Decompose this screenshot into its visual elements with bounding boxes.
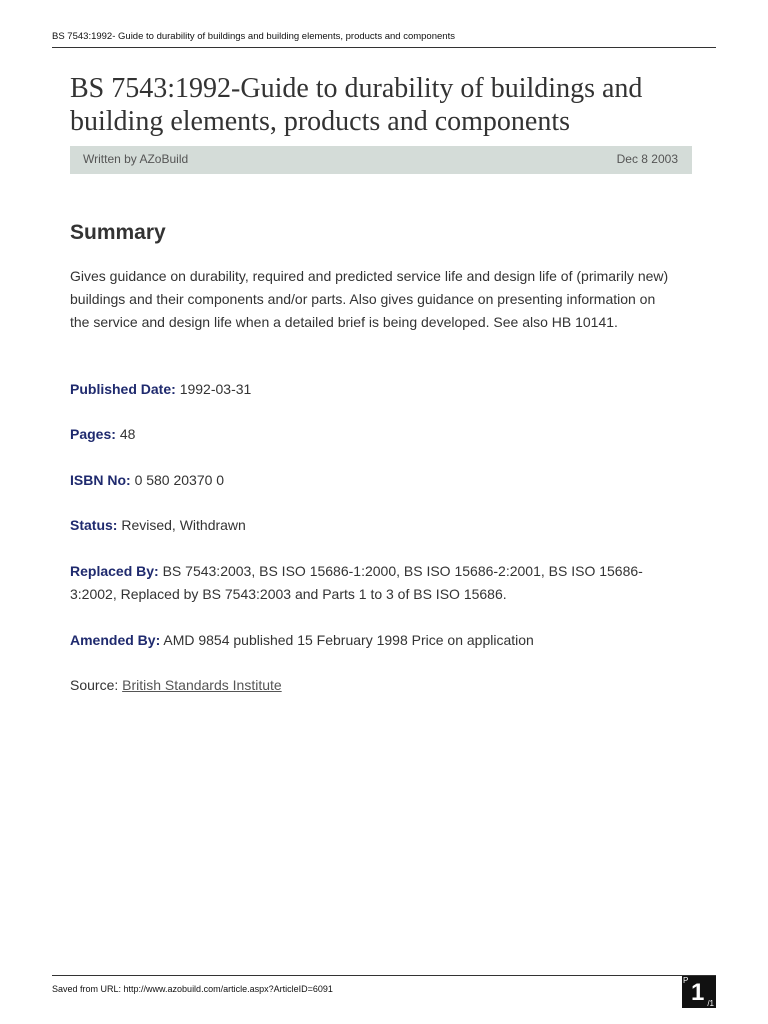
source-field — [70, 674, 670, 697]
saved-from-url: Saved from URL: http://www.azobuild.com/article.aspx?ArticleID=6091 — [52, 984, 333, 994]
header-divider — [52, 47, 716, 48]
field-value: BS 7543:2003, BS ISO 15686-1:2000, BS ISO 15686-2:2001, BS ISO 15686-3:2002, Replaced by BS 7543:2003 and Parts 1 to 3 of BS ISO 15686. — [70, 563, 643, 602]
field-label: Pages: — [70, 426, 116, 442]
field-value: AMD 9854 published 15 February 1998 Price on application — [163, 632, 534, 648]
footer-divider — [52, 975, 716, 976]
field-value: 1992-03-31 — [179, 381, 252, 397]
page-indicator — [682, 976, 716, 1008]
publish-date: Dec 8 2003 — [616, 152, 678, 166]
page-letter: P — [683, 976, 689, 985]
field-label: Published Date: — [70, 381, 176, 397]
source-link[interactable]: British Standards Institute — [122, 677, 282, 693]
article-title: BS 7543:1992-Guide to durability of buildings and building elements, products and components — [70, 73, 643, 137]
field-label: Replaced By: — [70, 563, 159, 579]
amended-by-field — [70, 629, 670, 652]
page-number: 1 — [691, 979, 705, 1006]
field-value: Revised, Withdrawn — [121, 517, 246, 533]
summary-heading: Summary — [70, 221, 166, 244]
field-value: 0 580 20370 0 — [134, 472, 225, 488]
source-label: Source: — [70, 677, 119, 693]
field-label: ISBN No: — [70, 472, 131, 488]
isbn-field — [70, 469, 670, 492]
pages-field — [70, 423, 670, 446]
page-total: /1 — [707, 999, 714, 1008]
field-label: Amended By: — [70, 632, 161, 648]
running-header: BS 7543:1992- Guide to durability of buildings and building elements, products and components — [52, 31, 455, 42]
author-byline: Written by AZoBuild — [83, 152, 189, 166]
field-value: 48 — [119, 426, 136, 442]
status-field — [70, 514, 670, 537]
byline-bar — [70, 146, 692, 174]
replaced-by-field — [70, 560, 670, 606]
summary-text: Gives guidance on durability, required and predicted service life and design life of (primarily new) buildings and their components and/or parts. Also gives guidance on presenting information on the service and design life when a detailed brief is being developed. See also HB 10141. — [70, 268, 669, 330]
field-label: Status: — [70, 517, 118, 533]
published-date-field — [70, 378, 670, 401]
